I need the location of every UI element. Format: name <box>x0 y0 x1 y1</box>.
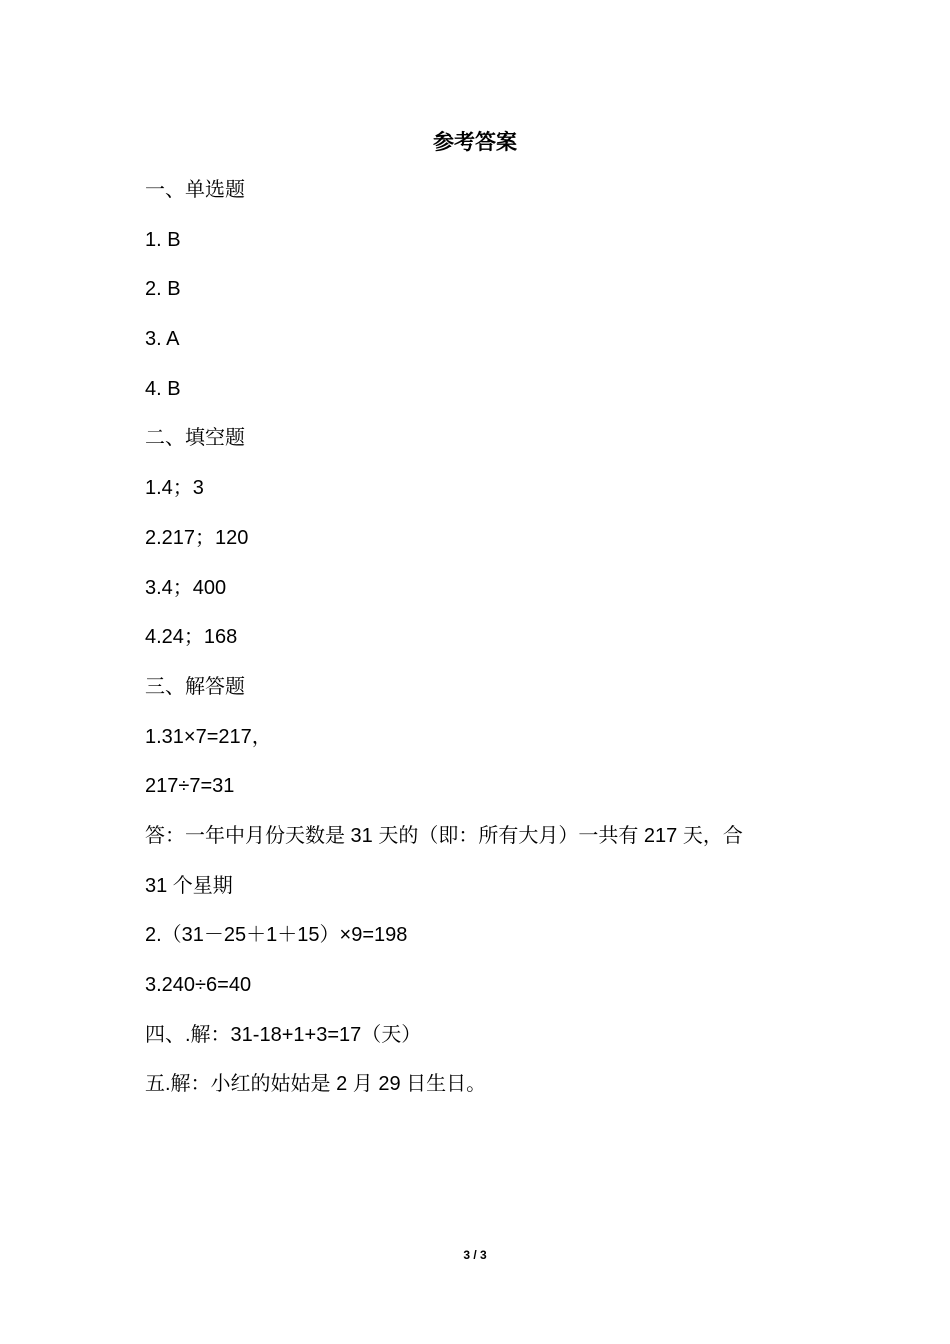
answer-line: 3.4；400 <box>145 576 227 599</box>
answer-line: 四、.解：31-18+1+3=17（天） <box>145 1023 422 1046</box>
answer-line: 1.31×7=217， <box>145 725 272 748</box>
answer-content <box>145 176 825 1120</box>
answer-line: 1.4；3 <box>145 477 204 500</box>
answer-line: 3.240÷6=40 <box>145 974 252 996</box>
answer-line: 4.24；168 <box>145 626 238 649</box>
answer-line: 1. B <box>145 228 181 251</box>
page-number: 3 / 3 <box>463 1248 487 1262</box>
answer-line: 31 个星期 <box>145 874 233 897</box>
answer-line: 3. A <box>145 328 180 351</box>
section-heading-fill-blank: 二、填空题 <box>145 427 245 450</box>
section-heading-single-choice: 一、单选题 <box>145 179 245 201</box>
answer-line: 4. B <box>145 377 181 400</box>
answer-line: 217÷7=31 <box>145 775 235 798</box>
section-heading-solve: 三、解答题 <box>145 675 245 698</box>
answer-line: 2.217；120 <box>145 526 249 549</box>
page-title: 参考答案 <box>433 130 517 154</box>
answer-line: 答：一年中月份天数是 31 天的（即：所有大月）一共有 217 天，合 <box>145 824 743 847</box>
answer-line: 五.解：小红的姑姑是 2 月 29 日生日。 <box>145 1073 487 1096</box>
answer-line: 2. B <box>145 278 181 301</box>
answer-line: 2.（31－25＋1＋15）×9=198 <box>145 924 408 947</box>
